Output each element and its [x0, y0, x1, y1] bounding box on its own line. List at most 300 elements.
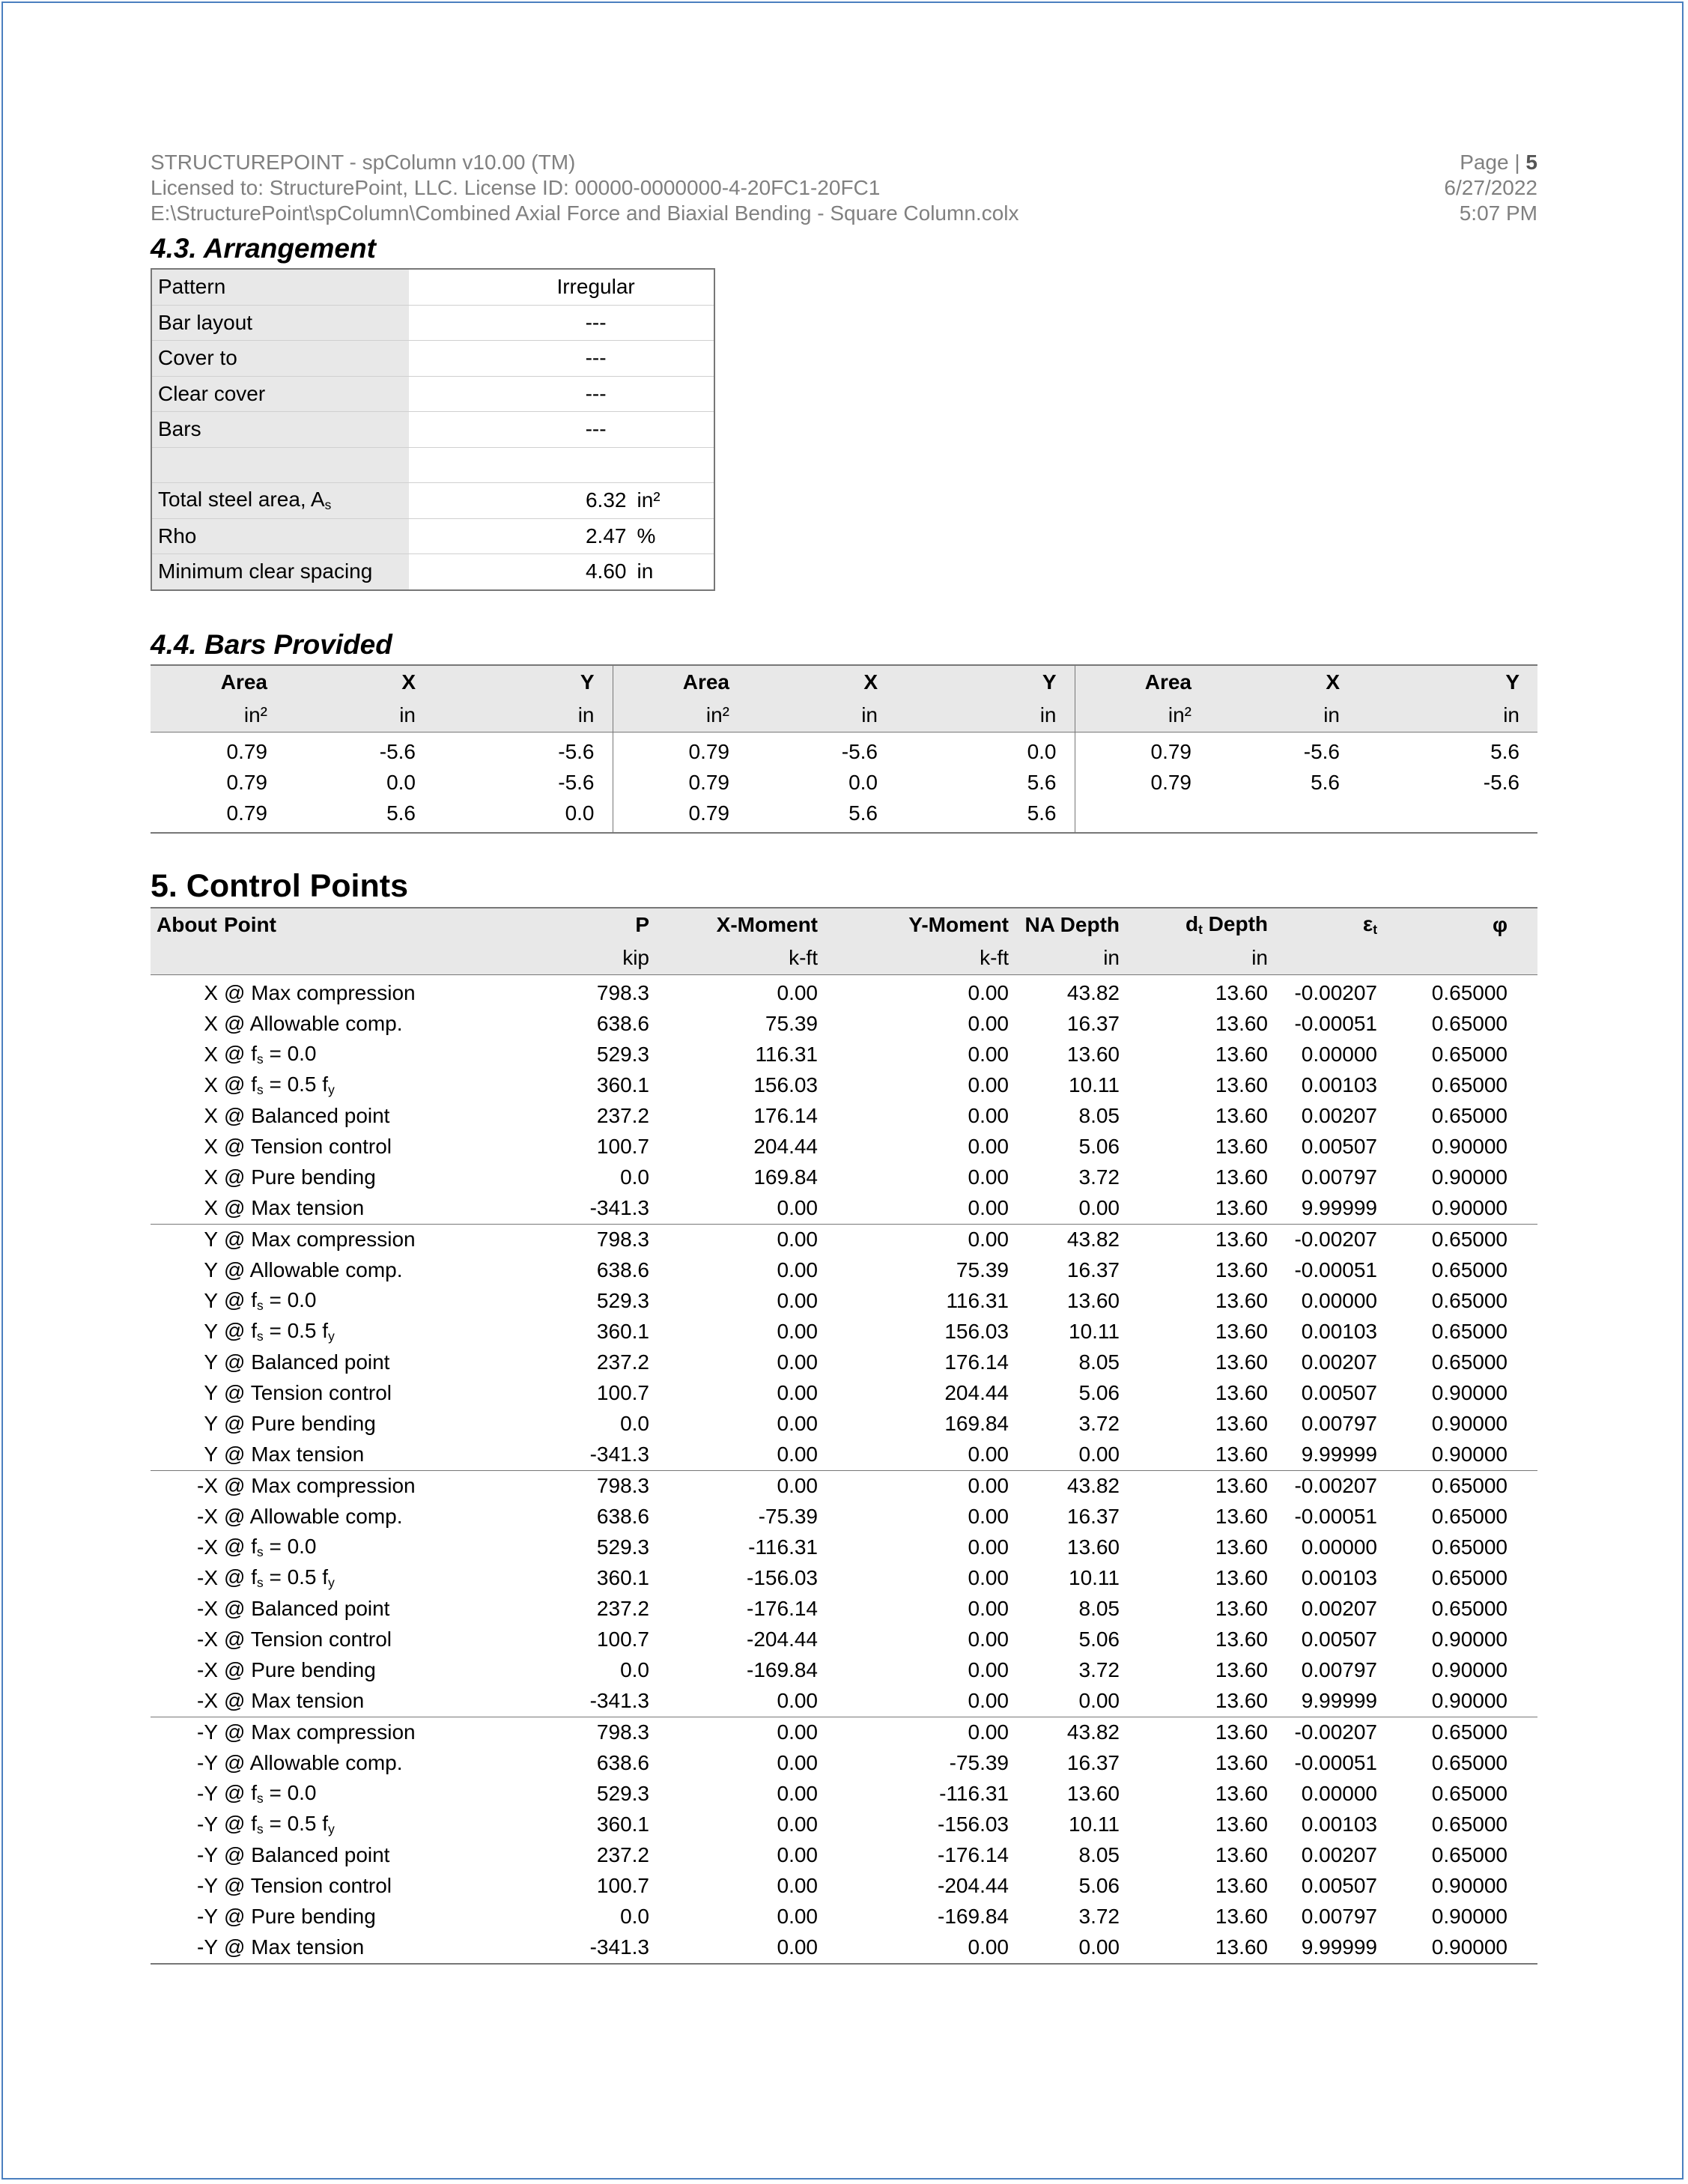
cp-point: @ Tension control: [224, 1135, 392, 1158]
cp-value: 0.0: [620, 1165, 649, 1189]
cp-value: 0.90000: [1431, 1628, 1508, 1651]
cp-value: 638.6: [596, 1751, 649, 1774]
cp-header-row: [151, 908, 1537, 941]
cp-about: X: [204, 1073, 218, 1096]
cp-about: -Y: [197, 1813, 218, 1836]
cp-value: 0.00: [679, 1224, 848, 1255]
cp-value: 3.72: [1078, 1905, 1120, 1928]
cp-value: 0.00207: [1301, 1843, 1377, 1866]
cp-value: 0.00: [968, 1689, 1009, 1712]
cp-value: 0.65000: [1431, 1289, 1508, 1312]
cp-value: 9.99999: [1301, 1196, 1377, 1219]
bars-cell: 0.79: [1150, 771, 1191, 794]
cp-row: [151, 1409, 1537, 1440]
cp-value: 0.00207: [1301, 1597, 1377, 1620]
cp-value: 0.00: [777, 1258, 818, 1281]
cp-value: 237.2: [596, 1843, 649, 1866]
cp-row: [151, 1378, 1537, 1409]
cp-point: @ Tension control: [224, 1381, 392, 1404]
cp-value: 13.60: [1066, 1782, 1120, 1805]
cp-value: 0.00: [777, 1196, 818, 1219]
bars-cell: -5.6: [1483, 771, 1519, 794]
cp-value: 0.00: [777, 1320, 818, 1343]
cp-row: [151, 1686, 1537, 1717]
cp-value: 0.00000: [1301, 1043, 1377, 1066]
cp-value: 0.00: [968, 1566, 1009, 1589]
bars-cell: 0.79: [226, 740, 267, 763]
cp-value: 0.65000: [1431, 1813, 1508, 1836]
cp-value: 0.00: [777, 1751, 818, 1774]
cp-col-ymoment: Y-Moment: [848, 908, 1016, 941]
cp-value: 10.11: [1069, 1566, 1120, 1589]
bars-col-header: Area: [151, 665, 285, 699]
cp-value: 0.65000: [1431, 1012, 1508, 1035]
cp-value: 100.7: [596, 1135, 649, 1158]
bars-cell: -5.6: [434, 768, 613, 798]
cp-value: 204.44: [753, 1135, 818, 1158]
cp-row: [151, 1655, 1537, 1686]
cp-value: 529.3: [596, 1289, 649, 1312]
cp-value: -0.00207: [1294, 981, 1377, 1004]
cp-value: 0.65000: [1406, 1717, 1537, 1748]
arrangement-blank-row: [151, 447, 714, 483]
cp-point: @ Tension control: [224, 1628, 392, 1651]
cp-unit-ymoment: k-ft: [848, 941, 1016, 975]
cp-about: -Y: [197, 1935, 218, 1959]
cp-row: [151, 1502, 1537, 1532]
cp-row: [151, 1101, 1537, 1132]
cp-value: 0.65000: [1431, 1073, 1508, 1096]
arrangement-unit: in: [632, 554, 714, 590]
cp-value: 0.00000: [1301, 1535, 1377, 1559]
cp-value: 8.05: [1078, 1104, 1120, 1127]
cp-value: 0.0: [620, 1412, 649, 1435]
cp-point: @ Allowable comp.: [224, 1505, 403, 1528]
cp-value: 156.03: [753, 1073, 818, 1096]
cp-point: @ Balanced point: [224, 1843, 390, 1866]
cp-point: @ Pure bending: [224, 1165, 376, 1189]
cp-row: [151, 1902, 1537, 1932]
arrangement-label: Bars: [151, 412, 409, 448]
control-points-table: [151, 907, 1537, 1965]
cp-value: 13.60: [1215, 1412, 1268, 1435]
arrangement-row: [151, 269, 714, 305]
bars-provided-table: [151, 664, 1537, 834]
cp-about: Y: [204, 1350, 218, 1374]
cp-value: 0.90000: [1431, 1135, 1508, 1158]
bars-cell: -5.6: [434, 732, 613, 768]
bars-cell: 5.6: [896, 798, 1075, 833]
cp-value: 0.00: [848, 1470, 1016, 1502]
cp-value: 13.60: [1215, 1689, 1268, 1712]
cp-point: @ Pure bending: [224, 1905, 376, 1928]
cp-value: 798.3: [576, 1717, 679, 1748]
cp-value: 3.72: [1078, 1658, 1120, 1681]
cp-value: 13.60: [1215, 1535, 1268, 1559]
cp-value: 13.60: [1215, 1320, 1268, 1343]
cp-value: 5.06: [1078, 1874, 1120, 1897]
cp-value: 13.60: [1066, 1535, 1120, 1559]
cp-about: -Y: [197, 1874, 218, 1897]
cp-value: 237.2: [596, 1104, 649, 1127]
bars-cell: 5.6: [848, 801, 878, 825]
cp-value: 360.1: [596, 1566, 649, 1589]
cp-row: [151, 1563, 1537, 1594]
cp-value: 43.82: [1066, 981, 1120, 1004]
cp-value: 0.00: [848, 1717, 1016, 1748]
bars-col-unit: in²: [151, 699, 285, 732]
cp-value: 116.31: [755, 1043, 818, 1066]
cp-value: 5.06: [1078, 1628, 1120, 1651]
cp-value: 13.60: [1215, 1258, 1268, 1281]
cp-value: 13.60: [1215, 1782, 1268, 1805]
cp-value: -341.3: [589, 1196, 649, 1219]
cp-value: 43.82: [1016, 1717, 1127, 1748]
cp-about: X: [204, 981, 218, 1004]
cp-value: -0.00051: [1294, 1751, 1377, 1774]
arrangement-value: ---: [409, 412, 714, 448]
cp-value: 16.37: [1066, 1012, 1120, 1035]
cp-value: 360.1: [596, 1813, 649, 1836]
cp-about: Y: [204, 1289, 218, 1312]
cp-value: 0.00: [968, 1073, 1009, 1096]
cp-value: -0.00051: [1294, 1012, 1377, 1035]
cp-row: [151, 1040, 1537, 1070]
cp-point: @ Max compression: [224, 1717, 576, 1748]
cp-value: 0.00000: [1301, 1782, 1377, 1805]
cp-value: 798.3: [576, 1224, 679, 1255]
bars-col-unit: in: [896, 699, 1075, 732]
cp-point: @ Balanced point: [224, 1597, 390, 1620]
header-date: 6/27/2022: [1444, 176, 1537, 199]
bars-cell: [1358, 798, 1537, 833]
bars-col-header: Y: [434, 665, 613, 699]
cp-value: 100.7: [596, 1874, 649, 1897]
bars-cell: -5.6: [1303, 740, 1340, 763]
cp-value: 8.05: [1078, 1843, 1120, 1866]
bars-cell: [1075, 798, 1209, 833]
bars-cell: 5.6: [386, 801, 416, 825]
cp-value: 529.3: [596, 1043, 649, 1066]
cp-value: 0.65000: [1431, 1843, 1508, 1866]
cp-about: Y: [204, 1443, 218, 1466]
cp-value: 169.84: [753, 1165, 818, 1189]
cp-value: 529.3: [596, 1782, 649, 1805]
cp-value: 13.60: [1215, 1196, 1268, 1219]
cp-value: 13.60: [1215, 1874, 1268, 1897]
cp-value: 8.05: [1078, 1350, 1120, 1374]
cp-about: Y: [151, 1224, 224, 1255]
arrangement-row: [151, 518, 714, 554]
cp-value: -204.44: [747, 1628, 818, 1651]
cp-value: 0.65000: [1431, 1104, 1508, 1127]
bars-cell: 0.0: [848, 771, 878, 794]
cp-value: 0.65000: [1431, 1043, 1508, 1066]
cp-value: 13.60: [1215, 1135, 1268, 1158]
cp-about: -Y: [197, 1782, 218, 1805]
cp-value: 116.31: [946, 1289, 1009, 1312]
cp-value: 9.99999: [1301, 1689, 1377, 1712]
cp-point: @ $f_s = 0.0$: [224, 1042, 317, 1067]
header-right: [1444, 150, 1537, 226]
cp-about: X: [204, 1043, 218, 1066]
cp-value: 3.72: [1078, 1412, 1120, 1435]
cp-value: 13.60: [1215, 1073, 1268, 1096]
cp-value: 0.00: [848, 1224, 1016, 1255]
bars-cell: 0.0: [386, 771, 416, 794]
cp-value: 9.99999: [1301, 1443, 1377, 1466]
cp-value: 0.00: [777, 981, 818, 1004]
cp-value: 0.65000: [1431, 1751, 1508, 1774]
cp-value: 0.90000: [1431, 1443, 1508, 1466]
cp-point: @ Pure bending: [224, 1658, 376, 1681]
arrangement-label: Minimum clear spacing: [151, 554, 409, 590]
cp-row: [151, 1810, 1537, 1840]
cp-value: 0.00: [777, 1412, 818, 1435]
cp-value: 0.90000: [1431, 1196, 1508, 1219]
cp-value: 0.00: [968, 981, 1009, 1004]
cp-row: [151, 1532, 1537, 1563]
cp-value: 360.1: [596, 1320, 649, 1343]
cp-unit-na: in: [1016, 941, 1127, 975]
cp-value: 0.65000: [1431, 1535, 1508, 1559]
cp-unit-xmoment: k-ft: [679, 941, 848, 975]
cp-value: 13.60: [1215, 1381, 1268, 1404]
cp-row: [151, 1224, 1537, 1255]
cp-value: -0.00051: [1294, 1505, 1377, 1528]
cp-about: -X: [197, 1658, 218, 1681]
cp-value: -176.14: [747, 1597, 818, 1620]
cp-point: @ $f_s = 0.0$: [224, 1535, 317, 1559]
cp-value: 13.60: [1066, 1043, 1120, 1066]
cp-value: 638.6: [596, 1012, 649, 1035]
cp-value: 13.60: [1215, 1165, 1268, 1189]
cp-value: 13.60: [1215, 1350, 1268, 1374]
cp-value: 176.14: [944, 1350, 1009, 1374]
bars-cell: 0.79: [226, 771, 267, 794]
cp-value: 13.60: [1215, 1505, 1268, 1528]
bars-cell: 0.79: [688, 771, 729, 794]
cp-value: 13.60: [1215, 1628, 1268, 1651]
cp-value: 0.00507: [1301, 1874, 1377, 1897]
cp-value: -75.39: [758, 1505, 818, 1528]
cp-row: [151, 1193, 1537, 1225]
cp-value: 43.82: [1016, 1470, 1127, 1502]
cp-value: 13.60: [1127, 1717, 1268, 1748]
cp-value: 0.00797: [1301, 1412, 1377, 1435]
bars-col-header: X: [285, 665, 434, 699]
arrangement-value: Irregular: [409, 269, 714, 305]
cp-point: @ $f_s = 0.0$: [224, 1288, 317, 1313]
cp-value: 13.60: [1127, 1224, 1268, 1255]
bars-col-header: Area: [613, 665, 747, 699]
cp-value: 0.00000: [1301, 1289, 1377, 1312]
cp-value: 0.0: [620, 1658, 649, 1681]
cp-value: 0.00: [777, 1874, 818, 1897]
cp-row: [151, 1932, 1537, 1964]
cp-value: 13.60: [1215, 1104, 1268, 1127]
bars-col-unit: in: [285, 699, 434, 732]
cp-row: [151, 1132, 1537, 1162]
cp-value: 0.90000: [1431, 1165, 1508, 1189]
cp-value: 360.1: [596, 1073, 649, 1096]
cp-value: 0.90000: [1431, 1381, 1508, 1404]
arrangement-row: [151, 376, 714, 412]
bars-cell: [1209, 798, 1358, 833]
bars-cell: 0.79: [1150, 740, 1191, 763]
cp-value: 0.00: [968, 1043, 1009, 1066]
cp-value: 13.60: [1215, 1597, 1268, 1620]
cp-value: 0.65000: [1431, 1782, 1508, 1805]
arrangement-row: [151, 554, 714, 590]
cp-value: 13.60: [1215, 981, 1268, 1004]
cp-value: 10.11: [1069, 1073, 1120, 1096]
page-header: [151, 150, 1537, 232]
cp-row: [151, 1255, 1537, 1286]
cp-value: -341.3: [589, 1443, 649, 1466]
cp-about: -X: [151, 1470, 224, 1502]
cp-value: -0.00207: [1268, 1717, 1406, 1748]
cp-unit-row: [151, 941, 1537, 975]
arrangement-row: [151, 341, 714, 377]
cp-point: @ Max compression: [224, 1224, 576, 1255]
bars-col-unit: in²: [613, 699, 747, 732]
page-label: Page |: [1460, 151, 1526, 174]
cp-row: [151, 1779, 1537, 1810]
cp-value: 0.65000: [1431, 1320, 1508, 1343]
arrangement-value: ---: [409, 305, 714, 341]
arrangement-label: Bar layout: [151, 305, 409, 341]
cp-value: 0.00: [679, 1470, 848, 1502]
cp-col-point: Point: [224, 908, 576, 941]
cp-row: [151, 1871, 1537, 1902]
cp-row: [151, 1440, 1537, 1471]
cp-body: [151, 974, 1537, 1964]
cp-value: 0.00507: [1301, 1628, 1377, 1651]
bars-header-row: [151, 665, 1537, 699]
cp-about: -X: [197, 1505, 218, 1528]
arrangement-label: Clear cover: [151, 376, 409, 412]
cp-about: -X: [197, 1597, 218, 1620]
cp-value: 0.00: [968, 1935, 1009, 1959]
cp-value: 0.00: [777, 1381, 818, 1404]
cp-value: -169.84: [938, 1905, 1009, 1928]
cp-unit-dt: in: [1127, 941, 1268, 975]
bars-provided-title: 4.4. Bars Provided: [151, 628, 392, 660]
header-time: 5:07 PM: [1459, 201, 1537, 225]
bars-row: [151, 798, 1537, 833]
cp-about: Y: [204, 1258, 218, 1281]
cp-col-dt-depth: $d_t$ Depth: [1127, 908, 1268, 941]
cp-point: @ Allowable comp.: [224, 1012, 403, 1035]
cp-value: 13.60: [1215, 1813, 1268, 1836]
cp-about: X: [204, 1135, 218, 1158]
cp-col-na-depth: NA Depth: [1016, 908, 1127, 941]
cp-value: 638.6: [596, 1258, 649, 1281]
cp-value: -176.14: [938, 1843, 1009, 1866]
header-filepath: E:\StructurePoint\spColumn\Combined Axial Force and Biaxial Bending - Square Column.colx: [151, 201, 1019, 225]
cp-row: [151, 1286, 1537, 1317]
cp-value: -156.03: [747, 1566, 818, 1589]
header-left: [151, 150, 1018, 226]
cp-about: -Y: [197, 1905, 218, 1928]
cp-about: X: [204, 1104, 218, 1127]
cp-value: 0.00: [777, 1935, 818, 1959]
bars-col-header: X: [1209, 665, 1358, 699]
cp-value: 8.05: [1078, 1597, 1120, 1620]
cp-value: -156.03: [938, 1813, 1009, 1836]
cp-value: 0.00: [1078, 1443, 1120, 1466]
bars-cell: 5.6: [1490, 740, 1519, 763]
cp-value: 0.00103: [1301, 1813, 1377, 1836]
cp-value: 0.00103: [1301, 1073, 1377, 1096]
cp-value: 13.60: [1215, 1658, 1268, 1681]
cp-about: Y: [204, 1320, 218, 1343]
arrangement-row: [151, 305, 714, 341]
cp-value: 10.11: [1069, 1813, 1120, 1836]
report-page: [151, 150, 1537, 1965]
arrangement-value: ---: [409, 376, 714, 412]
cp-value: 13.60: [1215, 1751, 1268, 1774]
bars-row: [151, 732, 1537, 768]
bars-cell: -5.6: [379, 740, 416, 763]
cp-value: -0.00207: [1268, 1224, 1406, 1255]
cp-point: @ Max compression: [224, 1470, 576, 1502]
cp-value: 13.60: [1215, 1289, 1268, 1312]
cp-value: 0.90000: [1431, 1689, 1508, 1712]
cp-value: 0.00797: [1301, 1165, 1377, 1189]
cp-value: 529.3: [596, 1535, 649, 1559]
cp-value: 0.00: [777, 1350, 818, 1374]
cp-value: -341.3: [589, 1689, 649, 1712]
cp-value: 237.2: [596, 1350, 649, 1374]
cp-about: Y: [204, 1381, 218, 1404]
cp-value: 13.60: [1215, 1443, 1268, 1466]
bars-cell: 0.0: [896, 732, 1075, 768]
cp-value: -116.31: [939, 1782, 1009, 1805]
cp-value: 0.00: [1078, 1196, 1120, 1219]
arrangement-value: 2.47: [409, 518, 632, 554]
cp-value: 0.00207: [1301, 1350, 1377, 1374]
cp-value: 798.3: [596, 981, 649, 1004]
bars-col-header: Y: [1358, 665, 1537, 699]
cp-value: 0.90000: [1431, 1412, 1508, 1435]
cp-value: 0.00: [777, 1443, 818, 1466]
cp-value: 0.00: [777, 1289, 818, 1312]
cp-point: @ Max tension: [224, 1196, 365, 1219]
cp-value: 0.65000: [1431, 1350, 1508, 1374]
cp-value: 0.65000: [1406, 1470, 1537, 1502]
cp-about: X: [204, 1012, 218, 1035]
bars-col-header: X: [747, 665, 896, 699]
cp-row: [151, 1347, 1537, 1378]
cp-value: 0.00: [968, 1165, 1009, 1189]
cp-value: 0.00: [968, 1535, 1009, 1559]
cp-value: 13.60: [1127, 1470, 1268, 1502]
cp-value: 0.00797: [1301, 1905, 1377, 1928]
cp-value: 3.72: [1078, 1165, 1120, 1189]
cp-row: [151, 974, 1537, 1009]
cp-value: 13.60: [1215, 1012, 1268, 1035]
cp-value: 0.00: [777, 1813, 818, 1836]
cp-value: 16.37: [1066, 1505, 1120, 1528]
cp-about: Y: [204, 1412, 218, 1435]
cp-about: -X: [197, 1535, 218, 1559]
cp-point: @ Allowable comp.: [224, 1751, 403, 1774]
cp-value: 0.65000: [1406, 1224, 1537, 1255]
cp-value: 638.6: [596, 1505, 649, 1528]
cp-row: [151, 1840, 1537, 1871]
